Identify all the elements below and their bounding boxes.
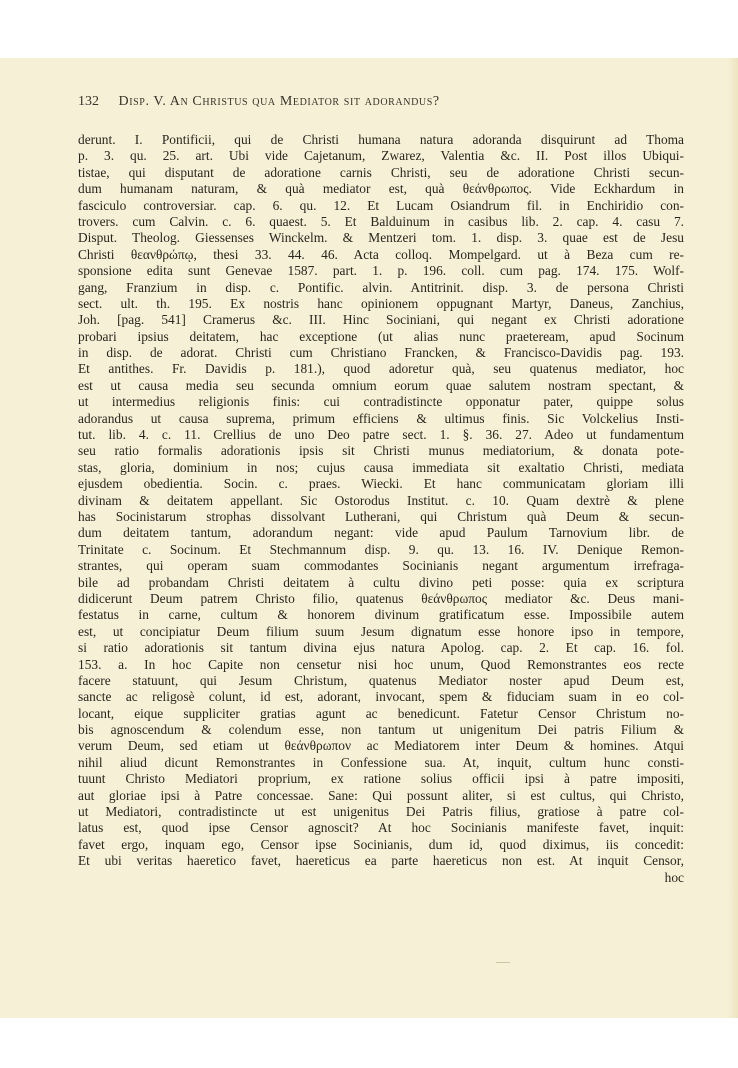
text-line: 153. a. In hoc Capite non censetur nisi hoc unum, Quod Remonstrantes eos recte <box>78 656 684 672</box>
page-number: 132 <box>78 94 99 109</box>
text-line: bis agnoscendum & colendum esse, non tantum ut unigenitum Dei patris Filium & <box>78 722 684 738</box>
text-line: ut Mediatori, contradistincte ut est unigenitus Dei Patris filius, gratiose à patre col- <box>78 804 684 820</box>
text-line: tut. lib. 4. c. 11. Crellius de uno Deo patre sect. 1. §. 36. 27. Adeo ut fundamentum <box>78 427 684 443</box>
text-line: p. 3. qu. 25. art. Ubi vide Cajetanum, Zwarez, Valentia &c. II. Post illos Ubiqui- <box>78 148 684 164</box>
text-line: sancte ac religosè colunt, id est, adorant, invocant, spem & fiduciam suam in eo col- <box>78 689 684 705</box>
text-line: adorandus ut causa suprema, primum efficiens & ultimus finis. Sic Volckelius Insti- <box>78 410 684 426</box>
text-line: favet ergo, inquam ego, Censor ipse Socinianis, dum id, quod diximus, iis concedit: <box>78 836 684 852</box>
text-line: bile ad probandam Christi deitatem à cultu divino peti posse: quia ex scriptura <box>78 574 684 590</box>
text-line: nihil aliud dicunt Remonstrantes in Confessione sua. At, inquit, cultum hunc consti- <box>78 754 684 770</box>
text-line: trovers. cum Calvin. c. 6. quaest. 5. Et Balduinum in casibus lib. 2. cap. 4. casu 7. <box>78 213 684 229</box>
text-line: locant, eique suppliciter gratias agunt ac benedicunt. Fatetur Censor Christum no- <box>78 705 684 721</box>
text-line: si ratio adorationis sit tantum divina ejus natura Apolog. cap. 2. Et cap. 16. fol. <box>78 640 684 656</box>
text-line: Trinitate c. Socinum. Et Stechmannum disp. 9. qu. 13. 16. IV. Denique Remon- <box>78 541 684 557</box>
text-line: fasciculo controversiar. cap. 6. qu. 12. Et Lucam Osiandrum fil. in Enchiridio con- <box>78 197 684 213</box>
text-line: sect. ult. th. 195. Ex nostris hanc opinionem oppugnant Martyr, Daneus, Zanchius, <box>78 295 684 311</box>
text-line: sponsione edita sunt Genevae 1587. part. 1. p. 196. coll. cum pag. 174. 175. Wolf- <box>78 263 684 279</box>
text-line: festatus in carne, cultum & honorem divinum gratificatum esse. Impossibile autem <box>78 607 684 623</box>
text-line: facere statuunt, qui Jesum Christum, quatenus Mediator noster apud Deum est, <box>78 672 684 688</box>
text-line: dum deitatem tantum, adorandum negant: vide apud Paulum Tarnovium libr. de <box>78 525 684 541</box>
text-line: didicerunt Deum patrem Christo filio, quatenus θεάνθρωπος mediator &c. Deus mani- <box>78 590 684 606</box>
text-line: divinam & deitatem appellant. Sic Ostorodus Institut. c. 10. Quam dextrè & plene <box>78 492 684 508</box>
text-line: in disp. de adorat. Christi cum Christiano Francken, & Francisco-Davidis pag. 193. <box>78 345 684 361</box>
text-line: Et antithes. Fr. Davidis p. 181.), quod adoretur quà, seu quatenus mediator, hoc <box>78 361 684 377</box>
text-line: ut intermedius religionis finis: cui contradistincte opponatur pater, quippe solus <box>78 394 684 410</box>
text-line: hoc <box>664 869 684 885</box>
text-line: strantes, qui operam suam commodantes Socinianis negant argumentum irrefraga- <box>78 558 684 574</box>
text-line: tuunt Christo Mediatori proprium, ex ratione solius officii ipsi à patre impositi, <box>78 771 684 787</box>
text-line: aut gloriae ipsi à Patre concessae. Sane: Qui possunt aliter, si est cultus, qui Christo, <box>78 787 684 803</box>
text-line: Christi θεανθρώπῳ, thesi 33. 44. 46. Acta colloq. Mompelgard. ut à Beza cum re- <box>78 246 684 262</box>
text-line: est, ut concipiatur Deum filium suum Jesum dignatum esse honore ipso in tempore, <box>78 623 684 639</box>
text-line: dum humanam naturam, & quà mediator est, quà θεάνθρωπος. Vide Eckhardum in <box>78 181 684 197</box>
text-line: verum Deum, sed etiam ut θεάνθρωπον ac Mediatorem inter Deum & homines. Atqui <box>78 738 684 754</box>
text-line: latus est, quod ipse Censor agnoscit? At hoc Socinianis manifeste favet, inquit: <box>78 820 684 836</box>
text-line: stas, gloria, dominium in nos; cujus causa immediata sit exaltatio Christi, mediata <box>78 459 684 475</box>
text-line: Joh. [pag. 541] Cramerus &c. III. Hinc Sociniani, qui negant ex Christi adoratione <box>78 312 684 328</box>
running-header <box>78 94 664 114</box>
text-line: gang, Franzium in disp. c. Pontific. alvin. Antitrinit. disp. 3. de persona Christi <box>78 279 684 295</box>
text-line: Et ubi veritas haeretico favet, haereticus ea parte haereticus non est. At inquit Censor, <box>78 853 684 869</box>
text-line: probari ipsius deitatem, hac exceptione (ut alias nunc praeteream, apud Socinum <box>78 328 684 344</box>
text-line: tistae, qui disputant de adoratione carnis Christi, seu de adoratione Christi secun- <box>78 164 684 180</box>
text-line: ejusdem obedientia. Socin. c. praes. Wiecki. Et hanc communicatam gloriam illi <box>78 476 684 492</box>
page-mark <box>496 962 510 963</box>
text-line: est ut causa media seu secunda omnium eorum quae salutem nostram spectant, & <box>78 377 684 393</box>
body-text <box>78 132 684 886</box>
text-line: seu ratio formalis adorationis ipsis sit Christi munus mediatorium, & donata pote- <box>78 443 684 459</box>
page-edge-shadow <box>728 58 738 1018</box>
text-line: Disput. Theolog. Giessenses Winckelm. & Mentzeri tom. 1. disp. 3. quae est de Jesu <box>78 230 684 246</box>
running-title: Disp. V. An Christus qua Mediator sit adorandus? <box>118 94 440 109</box>
text-line: derunt. I. Pontificii, qui de Christi humana natura adoranda disquirunt ad Thoma <box>78 132 684 147</box>
text-line: has Socinistarum strophas dissolvant Lutherani, qui Christum quà Deum & secun- <box>78 508 684 524</box>
